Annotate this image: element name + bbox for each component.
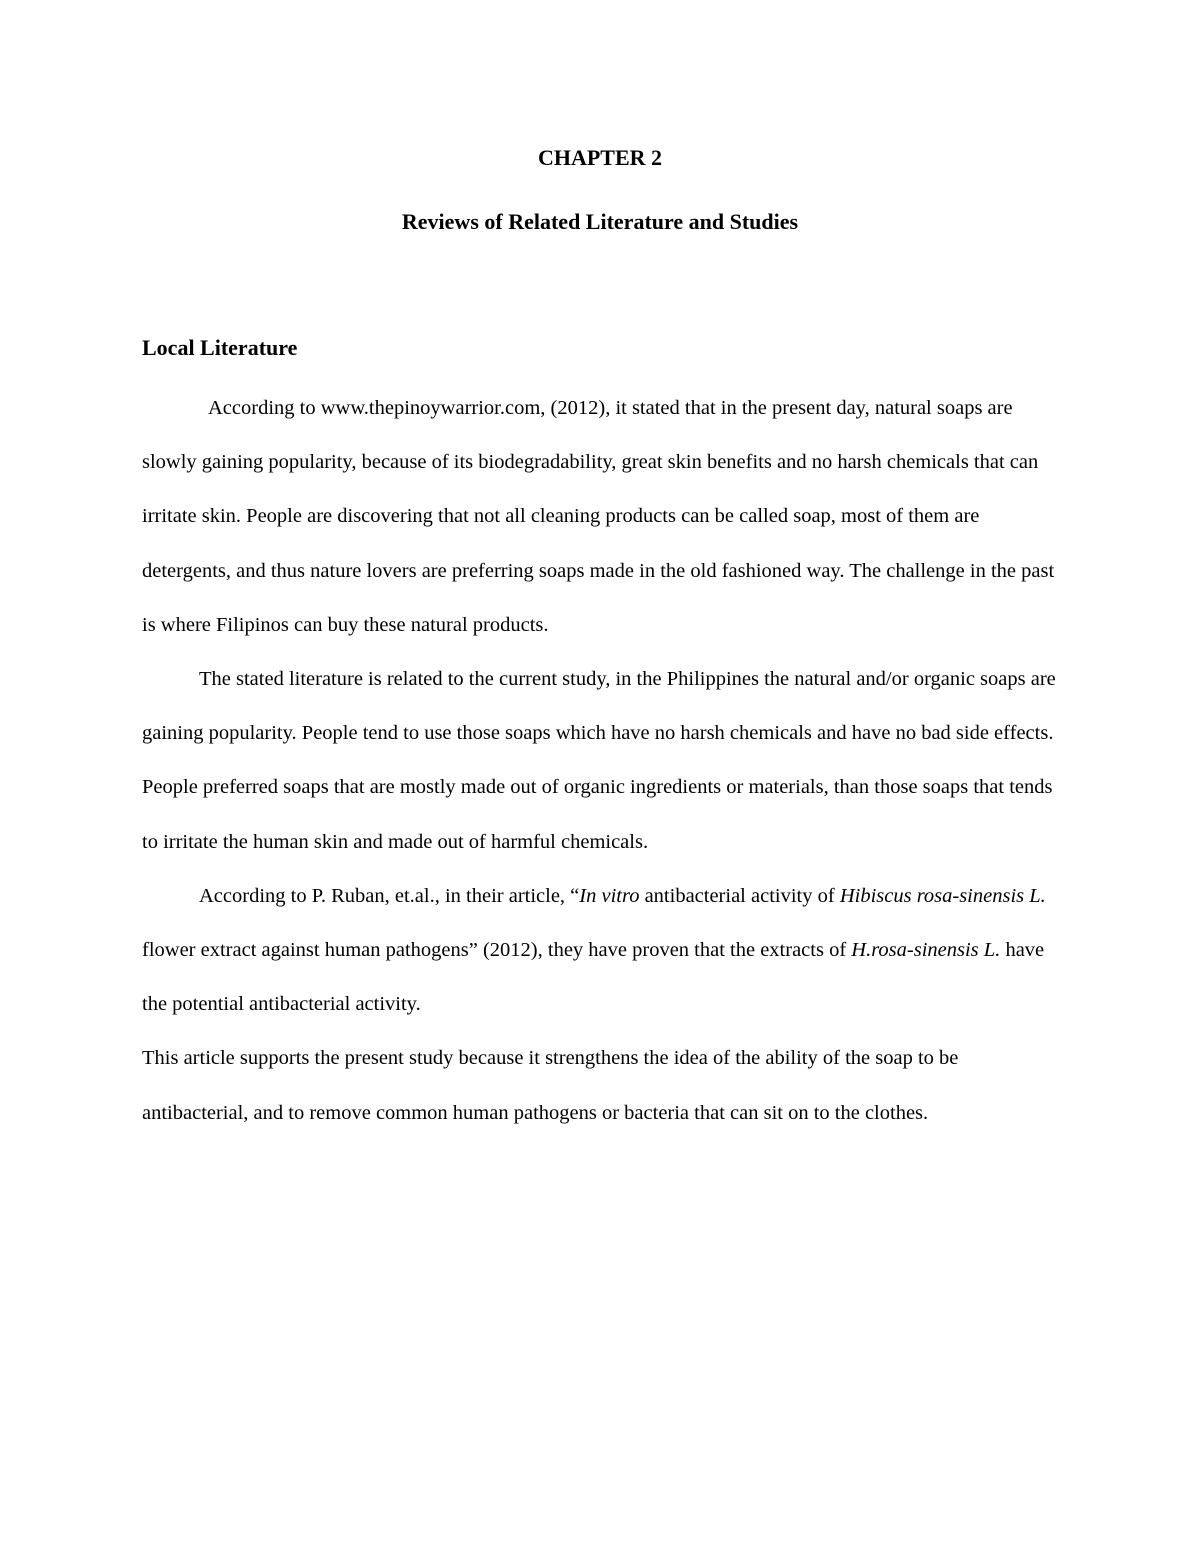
paragraph-3-text-1: According to P. Ruban, et.al., in their article, “ xyxy=(199,884,580,907)
paragraph-3-text-3: flower extract against human pathogens” (2012), they have proven that the extracts of xyxy=(142,939,852,962)
paragraph-3-text-4: have the potential antibacterial activity. xyxy=(142,939,1045,1016)
body-text xyxy=(142,381,1067,1140)
paragraph-1: According to www.thepinoywarrior.com, (2012), it stated that in the present day, natural soaps are slowly gaining popularity, because of its biodegradability, great skin benefits and no harsh chemicals that can irritate skin. People are discovering that not all cleaning products can be called soap, most of them are detergents, and thus nature lovers are preferring soaps made in the old fashioned way. The challenge in the past is where Filipinos can buy these natural products. xyxy=(142,397,1055,636)
paragraph-4: This article supports the present study because it strengthens the idea of the ability of the soap to be antibacterial, and to remove common human pathogens or bacteria that can sit on to the clothes. xyxy=(142,1047,959,1124)
paragraph-3-italic-1: In vitro xyxy=(579,884,640,907)
chapter-title: Reviews of Related Literature and Studies xyxy=(401,209,799,234)
paragraph-3-text-2: antibacterial activity of xyxy=(639,884,840,907)
paragraph-3-italic-2: Hibiscus rosa-sinensis L. xyxy=(839,884,1046,907)
chapter-number: CHAPTER 2 xyxy=(537,145,663,170)
section-heading: Local Literature xyxy=(142,335,298,360)
paragraph-2: The stated literature is related to the current study, in the Philippines the natural and/or organic soaps are gaining popularity. People tend to use those soaps which have no harsh chemicals and have no bad side effects. People preferred soaps that are mostly made out of organic ingredients or materials, than those soaps that tends to irritate the human skin and made out of harmful chemicals. xyxy=(142,668,1056,853)
paragraph-3-italic-3: H.rosa-sinensis L. xyxy=(851,939,1001,962)
paragraph-3 xyxy=(142,869,1067,1032)
